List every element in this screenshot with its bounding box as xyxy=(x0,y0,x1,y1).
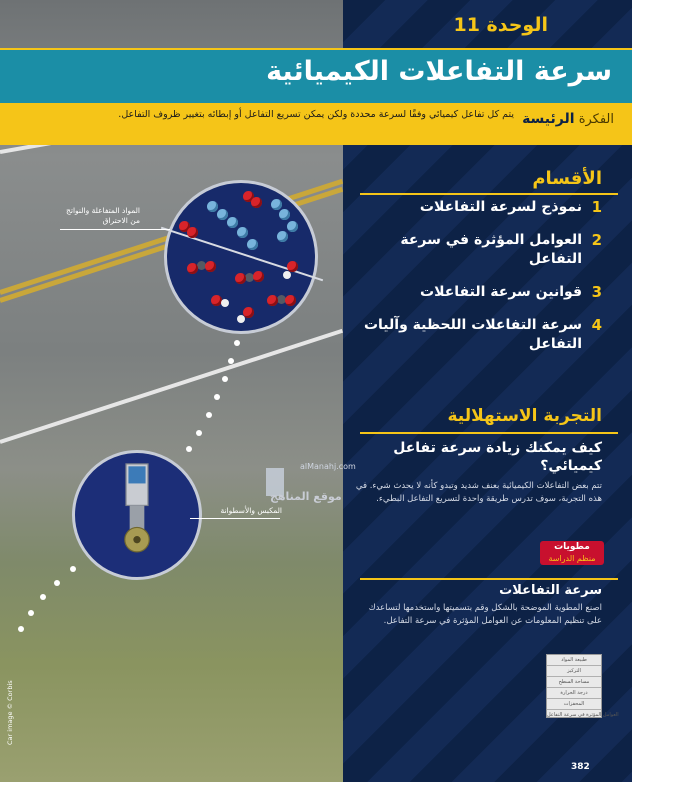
main-idea-label-bold: الرئيسة xyxy=(522,111,575,127)
foldables-title: سرعة التفاعلات xyxy=(499,583,602,598)
foldable-tab: المحفزات xyxy=(547,699,601,710)
launch-lab-heading: التجربة الاستهلالية xyxy=(447,406,602,426)
path-dot xyxy=(206,412,212,418)
piston-cylinder-illustration xyxy=(109,459,165,569)
foldables-rule xyxy=(360,578,618,580)
main-idea-label-light: الفكرة xyxy=(578,112,614,127)
sections-rule xyxy=(360,193,618,195)
foldable-tab: العوامل المؤثرة في سرعة التفاعل xyxy=(547,712,619,718)
foldable-tab: طبيعة المواد xyxy=(547,655,601,666)
oxygen-atom xyxy=(285,295,296,306)
section-item[interactable] xyxy=(352,198,602,217)
title-bar xyxy=(0,48,632,104)
photo-credit: Car image © Corbis xyxy=(6,680,14,745)
foldable-tab: درجة الحرارة xyxy=(547,688,601,699)
section-item[interactable] xyxy=(352,231,602,269)
oxygen-atom xyxy=(267,295,278,306)
path-dot xyxy=(234,340,240,346)
oxygen-atom xyxy=(187,263,198,274)
hydrogen-atom xyxy=(237,315,245,323)
path-dot xyxy=(70,566,76,572)
hydrogen-atom xyxy=(221,299,229,307)
path-dot xyxy=(186,446,192,452)
sections-list xyxy=(352,198,602,368)
section-label: العوامل المؤثرة في سرعة التفاعل xyxy=(400,232,582,267)
main-idea-box xyxy=(0,103,632,145)
foldables-badge xyxy=(540,541,604,565)
path-dot xyxy=(54,580,60,586)
fuel-molecule-atom xyxy=(287,221,298,232)
section-number: 1 xyxy=(591,198,602,216)
oxygen-atom xyxy=(205,261,216,272)
section-item[interactable] xyxy=(352,316,602,354)
oxygen-molecule xyxy=(251,197,262,208)
hydrogen-atom xyxy=(283,271,291,279)
path-dot xyxy=(40,594,46,600)
molecule-zoom-circle xyxy=(164,180,318,334)
path-dot xyxy=(28,610,34,616)
foldables-text: اصنع المطوية الموضحة بالشكل وقم بتسميتها واستخدمها لتساعدك على تنظيم المعلومات عن العوامل المؤثرة في سرعة التفاعل. xyxy=(368,603,602,626)
section-number: 4 xyxy=(591,316,602,334)
unit-label: الوحدة 11 xyxy=(453,14,548,36)
foldable-illustration xyxy=(546,654,619,718)
section-item[interactable] xyxy=(352,283,602,302)
section-number: 2 xyxy=(591,231,602,249)
section-label: قوانين سرعة التفاعلات xyxy=(420,284,582,300)
fuel-molecule-atom xyxy=(217,209,228,220)
fuel-molecule-atom xyxy=(271,199,282,210)
launch-lab-text: تتم بعض التفاعلات الكيميائية بعنف شديد وتبدو كأنه لا يحدث شيء. في هذه التجربة، سوف تدرس طريقة واحدة لتسريع التفاعل البطيء. xyxy=(355,481,602,504)
fuel-molecule-atom xyxy=(227,217,238,228)
watermark-site: alManahj.com xyxy=(300,462,356,471)
fuel-molecule-atom xyxy=(279,209,290,220)
foldables-badge-title: مطويات xyxy=(554,542,590,552)
section-label: نموذج لسرعة التفاعلات xyxy=(419,199,582,215)
path-dot xyxy=(222,376,228,382)
fuel-molecule-atom xyxy=(207,201,218,212)
foldables-badge-subtitle: منظم الدراسة xyxy=(548,554,596,563)
fuel-molecule-atom xyxy=(247,239,258,250)
path-dot xyxy=(228,358,234,364)
oxygen-atom xyxy=(253,271,264,282)
main-idea-text: يتم كل تفاعل كيميائي وفقًا لسرعة محددة ولكن يمكن تسريع التفاعل أو إبطائه بتغيير ظروف التفاعل. xyxy=(118,109,514,120)
path-dot xyxy=(196,430,202,436)
water-molecule xyxy=(287,261,298,272)
reactants-callout: المواد المتفاعلة والنواتج من الاحتراق xyxy=(66,206,140,225)
sections-heading: الأقسام xyxy=(532,168,602,189)
piston-callout: المكبس والأسطوانة xyxy=(220,506,282,515)
launch-lab-rule xyxy=(360,432,618,434)
foldable-tab: التركيز xyxy=(547,666,601,677)
fuel-molecule-atom xyxy=(277,231,288,242)
main-idea-label xyxy=(522,111,614,127)
section-number: 3 xyxy=(591,283,602,301)
oxygen-atom xyxy=(235,273,246,284)
fuel-molecule-atom xyxy=(237,227,248,238)
oxygen-molecule xyxy=(187,227,198,238)
watermark-name: موقع المناهج xyxy=(270,490,342,503)
launch-lab-question: كيف يمكنك زيادة سرعة تفاعل كيميائي؟ xyxy=(393,440,602,474)
section-label: سرعة التفاعلات اللحظية وآليات التفاعل xyxy=(363,317,582,352)
piston-callout-line xyxy=(190,518,280,519)
path-dot xyxy=(18,626,24,632)
path-dot xyxy=(214,394,220,400)
page-number: 382 xyxy=(571,762,590,772)
reactants-callout-line xyxy=(60,229,170,230)
chapter-title: سرعة التفاعلات الكيميائية xyxy=(266,56,612,87)
engine-zoom-circle xyxy=(72,450,202,580)
foldable-tab: مساحة السطح xyxy=(547,677,601,688)
